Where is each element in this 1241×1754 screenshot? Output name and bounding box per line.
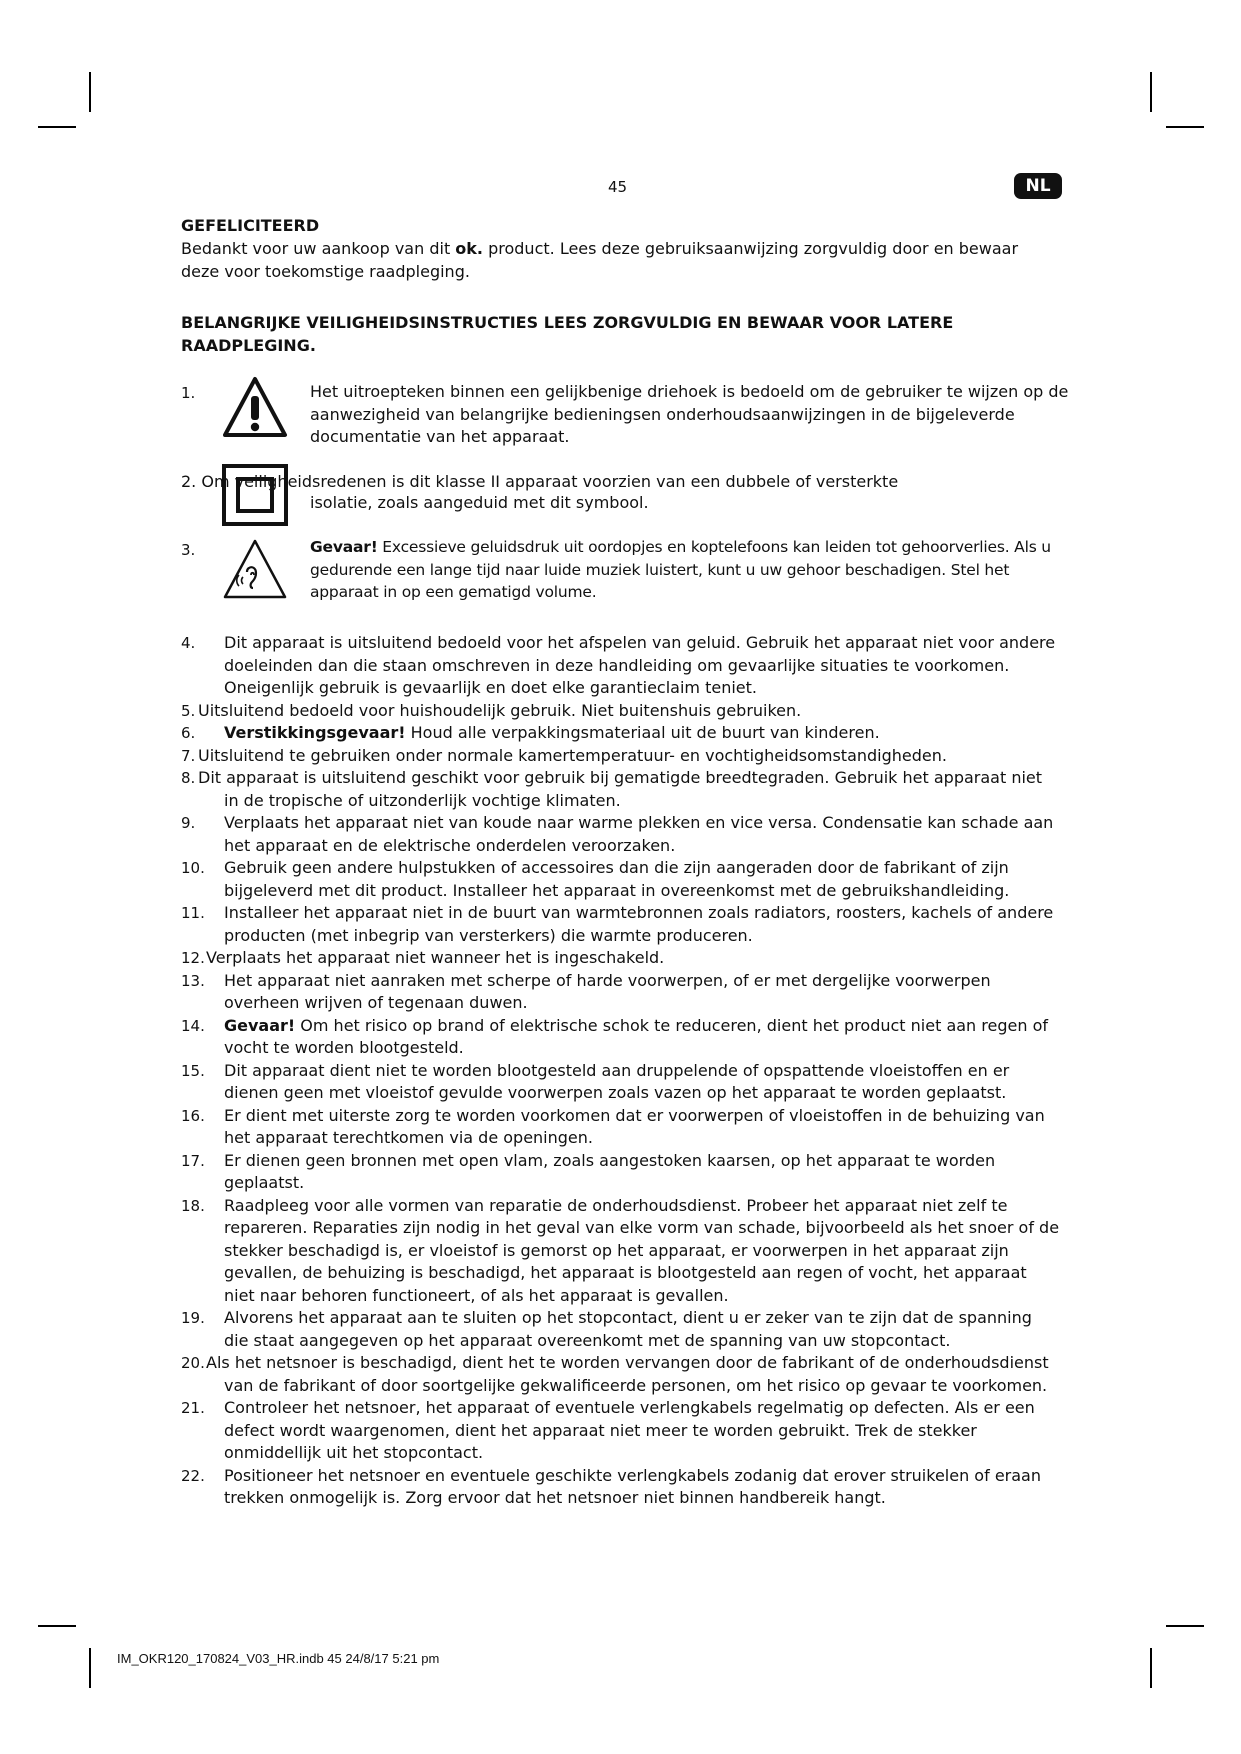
list-item xyxy=(181,1105,1061,1150)
item-text: Er dienen geen bronnen met open vlam, zoals aangestoken kaarsen, op het apparaat te worden geplaatst. xyxy=(224,1150,996,1192)
item-number: 22. xyxy=(181,1466,205,1485)
hearing-warning-icon xyxy=(222,538,288,600)
list-item xyxy=(181,1307,1061,1352)
page-number: 45 xyxy=(608,178,628,196)
list-item xyxy=(181,970,1061,1015)
item-number: 11. xyxy=(181,904,205,922)
list-item xyxy=(181,722,1061,745)
intro-paragraph xyxy=(181,238,1061,283)
crop-mark xyxy=(1166,1625,1204,1627)
danger-label: Gevaar! xyxy=(224,1015,296,1035)
crop-mark xyxy=(1150,72,1152,112)
item-text: Houd alle verpakkingsmateriaal uit de buurt van kinderen. xyxy=(405,723,880,742)
item-text: Om het risico op brand of elektrische schok te reduceren, dient het product niet aan regen of vocht te worden blootgesteld. xyxy=(224,1015,1048,1057)
item-number: 14. xyxy=(181,1016,205,1035)
item-text: Er dient met uiterste zorg te worden voorkomen dat er voorwerpen of vloeistoffen in de behuizing van het apparaat terechtkomen via de openingen. xyxy=(224,1105,1045,1147)
list-item xyxy=(181,1397,1061,1465)
safety-heading: BELANGRIJKE VEILIGHEIDSINSTRUCTIES LEES ZORGVULDIG EN BEWAAR VOOR LATERE RAADPLEGING. xyxy=(181,313,954,355)
item-text: Installeer het apparaat niet in de buurt van warmtebronnen zoals radiators, roosters, kachels of andere producten (met inbegrip van versterkers) die warmte produceren. xyxy=(224,903,1054,945)
danger-label: Verstikkingsgevaar! xyxy=(224,723,406,742)
symbol-text xyxy=(310,536,1070,604)
item-number: 17. xyxy=(181,1151,205,1170)
language-badge: NL xyxy=(1014,173,1062,199)
warning-triangle-icon xyxy=(222,376,288,438)
item-number: 21. xyxy=(181,1399,205,1417)
item-number: 10. xyxy=(181,859,205,877)
safety-instructions-list xyxy=(181,632,1061,1510)
crop-mark xyxy=(1150,1648,1152,1688)
item-text: Dit apparaat dient niet te worden blootgesteld aan druppelende of opspattende vloeistoffen en er dienen geen met vloeistof gevulde voorwerpen zoals vazen op het apparaat te worden geplaatst. xyxy=(224,1060,1010,1102)
list-item xyxy=(181,1150,1061,1195)
congrats-title: GEFELICITEERD xyxy=(181,216,320,235)
item-number: 20. xyxy=(181,1354,205,1372)
list-item xyxy=(181,1015,1061,1060)
item-number: 9. xyxy=(181,814,196,832)
item-number: 2. Om veiligheidsredenen is dit klasse II apparaat voorzien van een dubbele of versterkte xyxy=(181,472,899,491)
crop-mark xyxy=(89,72,91,112)
item-text: Als het netsnoer is beschadigd, dient het te worden vervangen door de fabrikant of de onderhoudsdienst van de fabrikant of door soortgelijke gekwalificeerde personen, om het risico op gevaar te voorkomen. xyxy=(206,1353,1049,1395)
print-slug: IM_OKR120_170824_V03_HR.indb 45 24/8/17 5:21 pm xyxy=(117,1651,440,1666)
item-number: 4. xyxy=(181,634,196,652)
item-number: 13. xyxy=(181,971,205,990)
crop-mark xyxy=(89,1648,91,1688)
list-item xyxy=(181,1060,1061,1105)
item-text: Het apparaat niet aanraken met scherpe of harde voorwerpen, of er met dergelijke voorwerpen overheen wrijven of tegenaan duwen. xyxy=(224,970,991,1012)
item-text: Uitsluitend te gebruiken onder normale kamertemperatuur- en vochtigheidsomstandigheden. xyxy=(198,745,947,765)
item-number: 3. xyxy=(181,541,196,559)
symbol-text-body: Excessieve geluidsdruk uit oordopjes en koptelefoons kan leiden tot gehoorverlies. Als u gedurende een lange tijd naar luide muziek luistert, kunt u uw gehoor beschadigen. Stel het apparaat in op een gematigd volume. xyxy=(310,538,1051,601)
item-number: 19. xyxy=(181,1309,205,1327)
item-text: Dit apparaat is uitsluitend geschikt voor gebruik bij gematigde breedtegraden. Gebruik het apparaat niet in de tropische of uitzonderlijk vochtige klimaten. xyxy=(198,768,1043,810)
item-text: Controleer het netsnoer, het apparaat of eventuele verlengkabels regelmatig op defecten. Als er een defect wordt waargenomen, dient het apparaat niet meer te worden gebruikt. Trek de stekker onmiddellijk uit het stopcontact. xyxy=(224,1398,1035,1462)
list-item xyxy=(181,1465,1061,1510)
item-text: Alvorens het apparaat aan te sluiten op het stopcontact, dient u er zeker van te zijn dat de spanning die staat aangegeven op het apparaat overeenkomt met de spanning van uw stopcontact. xyxy=(224,1308,1032,1350)
intro-text: Bedankt voor uw aankoop van dit xyxy=(181,239,456,258)
item-number: 6. xyxy=(181,724,196,742)
crop-mark xyxy=(1166,126,1204,128)
item-number: 16. xyxy=(181,1106,205,1125)
item-number: 1. xyxy=(181,384,196,402)
item-number: 7. xyxy=(181,746,196,765)
item-text: Dit apparaat is uitsluitend bedoeld voor het afspelen van geluid. Gebruik het apparaat niet voor andere doeleinden dan die staan omschreven in deze handleiding om gevaarlijke situaties te voorkomen. Oneigenlijk gebruik is gevaarlijk en doet elke garantieclaim teniet. xyxy=(224,633,1056,697)
item-text: Verplaats het apparaat niet wanneer het is ingeschakeld. xyxy=(206,948,665,967)
list-item xyxy=(181,947,1061,970)
item-text: Gebruik geen andere hulpstukken of accessoires dan die zijn aangeraden door de fabrikant of zijn bijgeleverd met dit product. Installeer het apparaat in overeenkomst met de gebruikshandleiding. xyxy=(224,858,1010,900)
item-text: Verplaats het apparaat niet van koude naar warme plekken en vice versa. Condensatie kan schade aan het apparaat en de elektrische onderdelen veroorzaken. xyxy=(224,813,1054,855)
crop-mark xyxy=(38,126,76,128)
intro-text: product. Lees deze gebruiksaanwijzing zorgvuldig door en bewaar deze voor toekomstige raadpleging. xyxy=(181,239,1019,281)
list-item xyxy=(181,767,1061,812)
item-text: Raadpleeg voor alle vormen van reparatie de onderhoudsdienst. Probeer het apparaat niet zelf te repareren. Reparaties zijn nodig in het geval van elke vorm van schade, bijvoorbeeld als het snoer of de stekker beschadigd is, er vloeistof is gemorst op het apparaat, er voorwerpen in het apparaat zijn gevallen, de behuizing is beschadigd, het apparaat is blootgesteld aan regen of vocht, het apparaat niet naar behoren functioneert, of als het apparaat is gevallen. xyxy=(224,1195,1060,1305)
list-item xyxy=(181,745,1061,768)
list-item xyxy=(181,1352,1061,1397)
brand-name: ok. xyxy=(455,239,484,258)
list-item xyxy=(181,1195,1061,1308)
item-number: 15. xyxy=(181,1061,205,1080)
item-text: Uitsluitend bedoeld voor huishoudelijk gebruik. Niet buitenshuis gebruiken. xyxy=(198,700,802,720)
list-item xyxy=(181,902,1061,947)
symbol-text: isolatie, zoals aangeduid met dit symbool. xyxy=(310,493,649,512)
list-item xyxy=(181,632,1061,700)
list-item xyxy=(181,812,1061,857)
list-item xyxy=(181,857,1061,902)
item-number: 8. xyxy=(181,769,196,787)
symbol-text: Het uitroepteken binnen een gelijkbenige driehoek is bedoeld om de gebruiker te wijzen op de aanwezigheid van belangrijke bedieningsen onderhoudsaanwijzingen in de bijgeleverde documentatie van het apparaat. xyxy=(310,382,1069,446)
list-item xyxy=(181,700,1061,723)
item-number: 5. xyxy=(181,701,196,720)
item-number: 18. xyxy=(181,1196,205,1215)
item-text: Positioneer het netsnoer en eventuele geschikte verlengkabels zodanig dat erover struikelen of eraan trekken onmogelijk is. Zorg ervoor dat het netsnoer niet binnen handbereik hangt. xyxy=(224,1465,1041,1507)
item-number: 12. xyxy=(181,949,205,967)
danger-label: Gevaar! xyxy=(310,538,378,556)
crop-mark xyxy=(38,1625,76,1627)
